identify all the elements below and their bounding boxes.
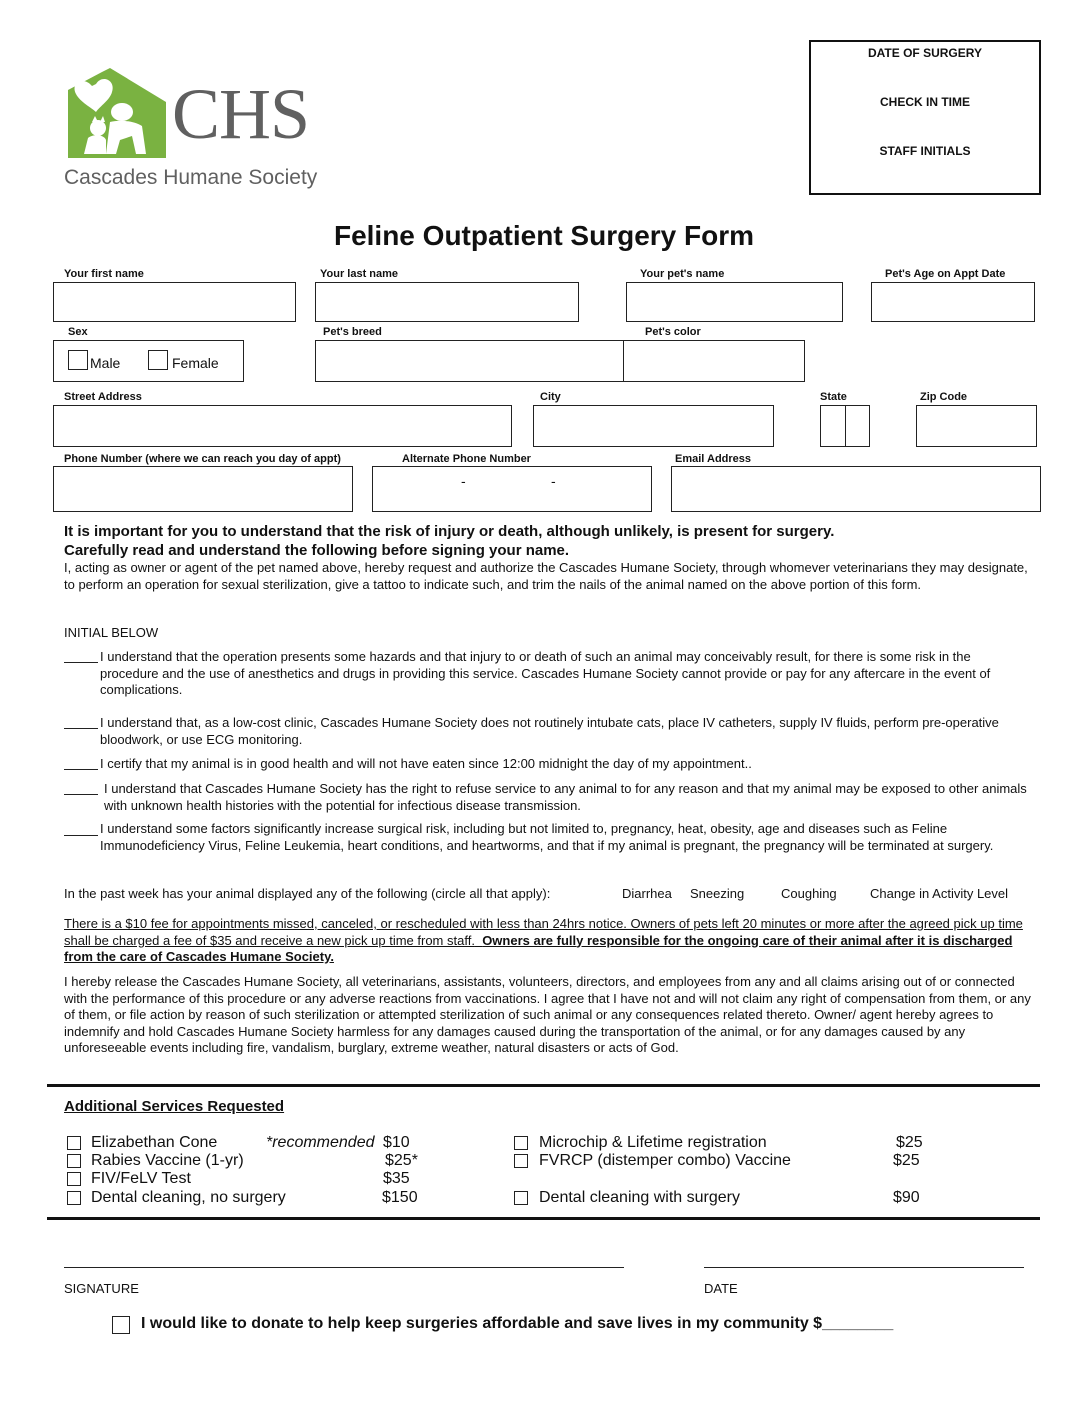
rabies-vaccine-price: $25* xyxy=(385,1152,418,1169)
symptom-option-sneezing[interactable]: Sneezing xyxy=(690,886,745,901)
street-field[interactable] xyxy=(53,405,512,447)
alt-phone-field[interactable] xyxy=(372,466,652,512)
female-checkbox[interactable] xyxy=(148,350,168,370)
risk-warning-line-2: Carefully read and understand the following before signing your name. xyxy=(64,542,570,559)
fee-notice-text: There is a $10 fee for appointments missed, canceled, or rescheduled with less than 24hrs notice. Owners of pets left 20 minutes or more after the agreed pick up time shall be charged a fee of $35 and receive a new pick up time from staff. xyxy=(64,916,1023,948)
statement-4: I understand that Cascades Humane Society has the right to refuse service to any animal to for any reason and that my animal may be exposed to other animals with unknown health histories with the potential for infectious disease transmission. xyxy=(104,781,1027,813)
dental-with-surgery-checkbox[interactable] xyxy=(514,1191,528,1205)
zip-field[interactable] xyxy=(916,405,1037,447)
breed-label: Pet's breed xyxy=(323,326,382,338)
phone-field[interactable] xyxy=(53,466,353,512)
release-paragraph: I hereby release the Cascades Humane Society, all veterinarians, assistants, volunteers, directors, and employees from any and all claims arising out of or connected with the performance of this procedure or any adverse reactions from vaccinations. I agree that I have not and will not claim any right of compensation from them, or any of them, or file action by reason of such sterilization or attempted sterilization of such animal or any consequences related thereto. Owner/ agent hereby agrees to indemnify and hold Cascades Humane Society harmless for any damages caused during the transportation of the animal, or for any damages caused by any unforeseeable events including fire, vandalism, burglary, extreme weather, natural disasters or acts of God. xyxy=(64,974,1031,1055)
statement-2: I understand that, as a low-cost clinic, Cascades Humane Society does not routinely intubate cats, place IV catheters, supply IV fluids, perform pre-operative bloodwork, or use ECG monitoring. xyxy=(100,715,999,747)
elizabethan-cone-name: Elizabethan Cone xyxy=(91,1134,218,1151)
rabies-vaccine-checkbox[interactable] xyxy=(67,1154,81,1168)
signature-line[interactable] xyxy=(64,1267,624,1268)
initial-line-2[interactable] xyxy=(64,728,98,729)
fiv-felv-test-checkbox[interactable] xyxy=(67,1172,81,1186)
state-field-2[interactable] xyxy=(845,405,870,447)
elizabethan-cone-checkbox[interactable] xyxy=(67,1136,81,1150)
statement-5: I understand some factors significantly increase surgical risk, including but not limited to, pregnancy, heat, obesity, age and diseases such as Feline Immunodeficiency Virus, Feline Leukemia, heart conditions, and heartworms, and that if my animal is pregnant, the pregnancy will be terminated at surgery. xyxy=(100,821,994,853)
authorization-paragraph: I, acting as owner or agent of the pet named above, hereby request and authorize the Cascades Humane Society, through whomever veterinarians they may designate, to perform an operation for sexual sterilization, give a tattoo to indicate such, and trim the nails of the animal named on the above portion of this form. xyxy=(64,560,1028,592)
logo-org-name: Cascades Humane Society xyxy=(64,166,318,189)
risk-warning xyxy=(64,522,1054,560)
staff-use-box xyxy=(809,40,1041,195)
zip-label: Zip Code xyxy=(920,391,968,403)
street-label: Street Address xyxy=(64,391,142,403)
first-name-field[interactable] xyxy=(53,282,296,322)
state-field-1[interactable] xyxy=(820,405,846,447)
fee-notice-bold: Owners are fully responsible for the ongoing care of their animal after it is discharged from the care of Cascades Humane Society. xyxy=(64,932,1013,964)
dental-no-surgery-name: Dental cleaning, no surgery xyxy=(91,1189,286,1206)
microchip-name: Microchip & Lifetime registration xyxy=(539,1134,767,1151)
fvrcp-vaccine-name: FVRCP (distemper combo) Vaccine xyxy=(539,1152,791,1169)
microchip-price: $25 xyxy=(896,1134,923,1151)
chs-logo-icon xyxy=(62,64,174,160)
last-name-field[interactable] xyxy=(315,282,579,322)
first-name-label: Your first name xyxy=(64,268,144,280)
alt-phone-label: Alternate Phone Number xyxy=(402,453,531,465)
fiv-felv-test-price: $35 xyxy=(383,1170,410,1187)
alt-phone-separator: - xyxy=(461,473,466,489)
page-title: Feline Outpatient Surgery Form xyxy=(333,220,755,251)
symptom-option-activity[interactable]: Change in Activity Level xyxy=(870,886,1009,901)
risk-warning-line-1: It is important for you to understand that the risk of injury or death, although unlikely, is present for surgery. xyxy=(64,523,835,540)
statement-1: I understand that the operation presents some hazards and that injury to or death of such an animal may conceivably result, for there is some risk in the procedure and the use of anesthetics and drugs in providing this service. Cascades Humane Society cannot provide or pay for any aftercare in the event of complications. xyxy=(100,649,991,697)
fvrcp-vaccine-checkbox[interactable] xyxy=(514,1154,528,1168)
rabies-vaccine-name: Rabies Vaccine (1-yr) xyxy=(91,1152,244,1169)
logo-acronym: CHS xyxy=(172,74,310,154)
male-label: Male xyxy=(90,355,121,371)
microchip-checkbox[interactable] xyxy=(514,1136,528,1150)
elizabethan-cone-price: $10 xyxy=(383,1134,410,1151)
dental-no-surgery-checkbox[interactable] xyxy=(67,1191,81,1205)
sex-label: Sex xyxy=(68,326,88,338)
symptom-option-diarrhea[interactable]: Diarrhea xyxy=(622,886,672,901)
city-field[interactable] xyxy=(533,405,774,447)
date-line[interactable] xyxy=(704,1267,1024,1268)
initial-line-5[interactable] xyxy=(64,835,98,836)
pet-name-label: Your pet's name xyxy=(640,268,725,280)
symptom-option-coughing[interactable]: Coughing xyxy=(781,886,837,901)
alt-phone-separator: - xyxy=(551,473,556,489)
elizabethan-cone-note: *recommended xyxy=(266,1134,375,1151)
logo xyxy=(62,64,332,196)
date-label: DATE xyxy=(704,1281,738,1296)
date-of-surgery-label: DATE OF SURGERY xyxy=(867,46,982,60)
pet-age-field[interactable] xyxy=(871,282,1035,322)
fiv-felv-test-name: FIV/FeLV Test xyxy=(91,1170,191,1187)
male-checkbox[interactable] xyxy=(68,350,88,370)
staff-initials-label: STAFF INITIALS xyxy=(879,144,971,158)
last-name-label: Your last name xyxy=(320,268,399,280)
pet-name-field[interactable] xyxy=(626,282,843,322)
breed-field[interactable] xyxy=(315,340,625,382)
fvrcp-vaccine-price: $25 xyxy=(893,1152,920,1169)
sex-group xyxy=(53,340,244,382)
female-label: Female xyxy=(172,355,219,371)
dental-with-surgery-price: $90 xyxy=(893,1189,920,1206)
statement-3: I certify that my animal is in good health and will not have eaten since 12:00 midnight the day of my appointment.. xyxy=(100,756,752,771)
donate-text: I would like to donate to help keep surgeries affordable and save lives in my community $________ xyxy=(141,1315,894,1332)
fee-notice xyxy=(64,916,1039,966)
initial-line-4[interactable] xyxy=(64,794,98,795)
services-bottom-rule xyxy=(47,1217,1040,1220)
dental-with-surgery-name: Dental cleaning with surgery xyxy=(539,1189,740,1206)
color-label: Pet's color xyxy=(645,326,701,338)
initial-below-heading: INITIAL BELOW xyxy=(64,625,159,640)
check-in-time-label: CHECK IN TIME xyxy=(880,95,970,109)
donate-checkbox[interactable] xyxy=(112,1316,130,1334)
pet-age-label: Pet's Age on Appt Date xyxy=(885,268,1006,280)
email-label: Email Address xyxy=(675,453,752,465)
color-field[interactable] xyxy=(623,340,805,382)
state-label: State xyxy=(820,391,847,403)
services-heading: Additional Services Requested xyxy=(64,1098,285,1115)
signature-label: SIGNATURE xyxy=(64,1281,139,1296)
city-label: City xyxy=(540,391,561,403)
initial-line-1[interactable] xyxy=(64,662,98,663)
services-top-rule xyxy=(47,1084,1040,1087)
dental-no-surgery-price: $150 xyxy=(382,1189,418,1206)
initial-line-3[interactable] xyxy=(64,769,98,770)
symptoms-question: In the past week has your animal displayed any of the following (circle all that apply): xyxy=(64,886,551,901)
email-field[interactable] xyxy=(671,466,1041,512)
phone-label: Phone Number (where we can reach you day of appt) xyxy=(64,453,341,465)
